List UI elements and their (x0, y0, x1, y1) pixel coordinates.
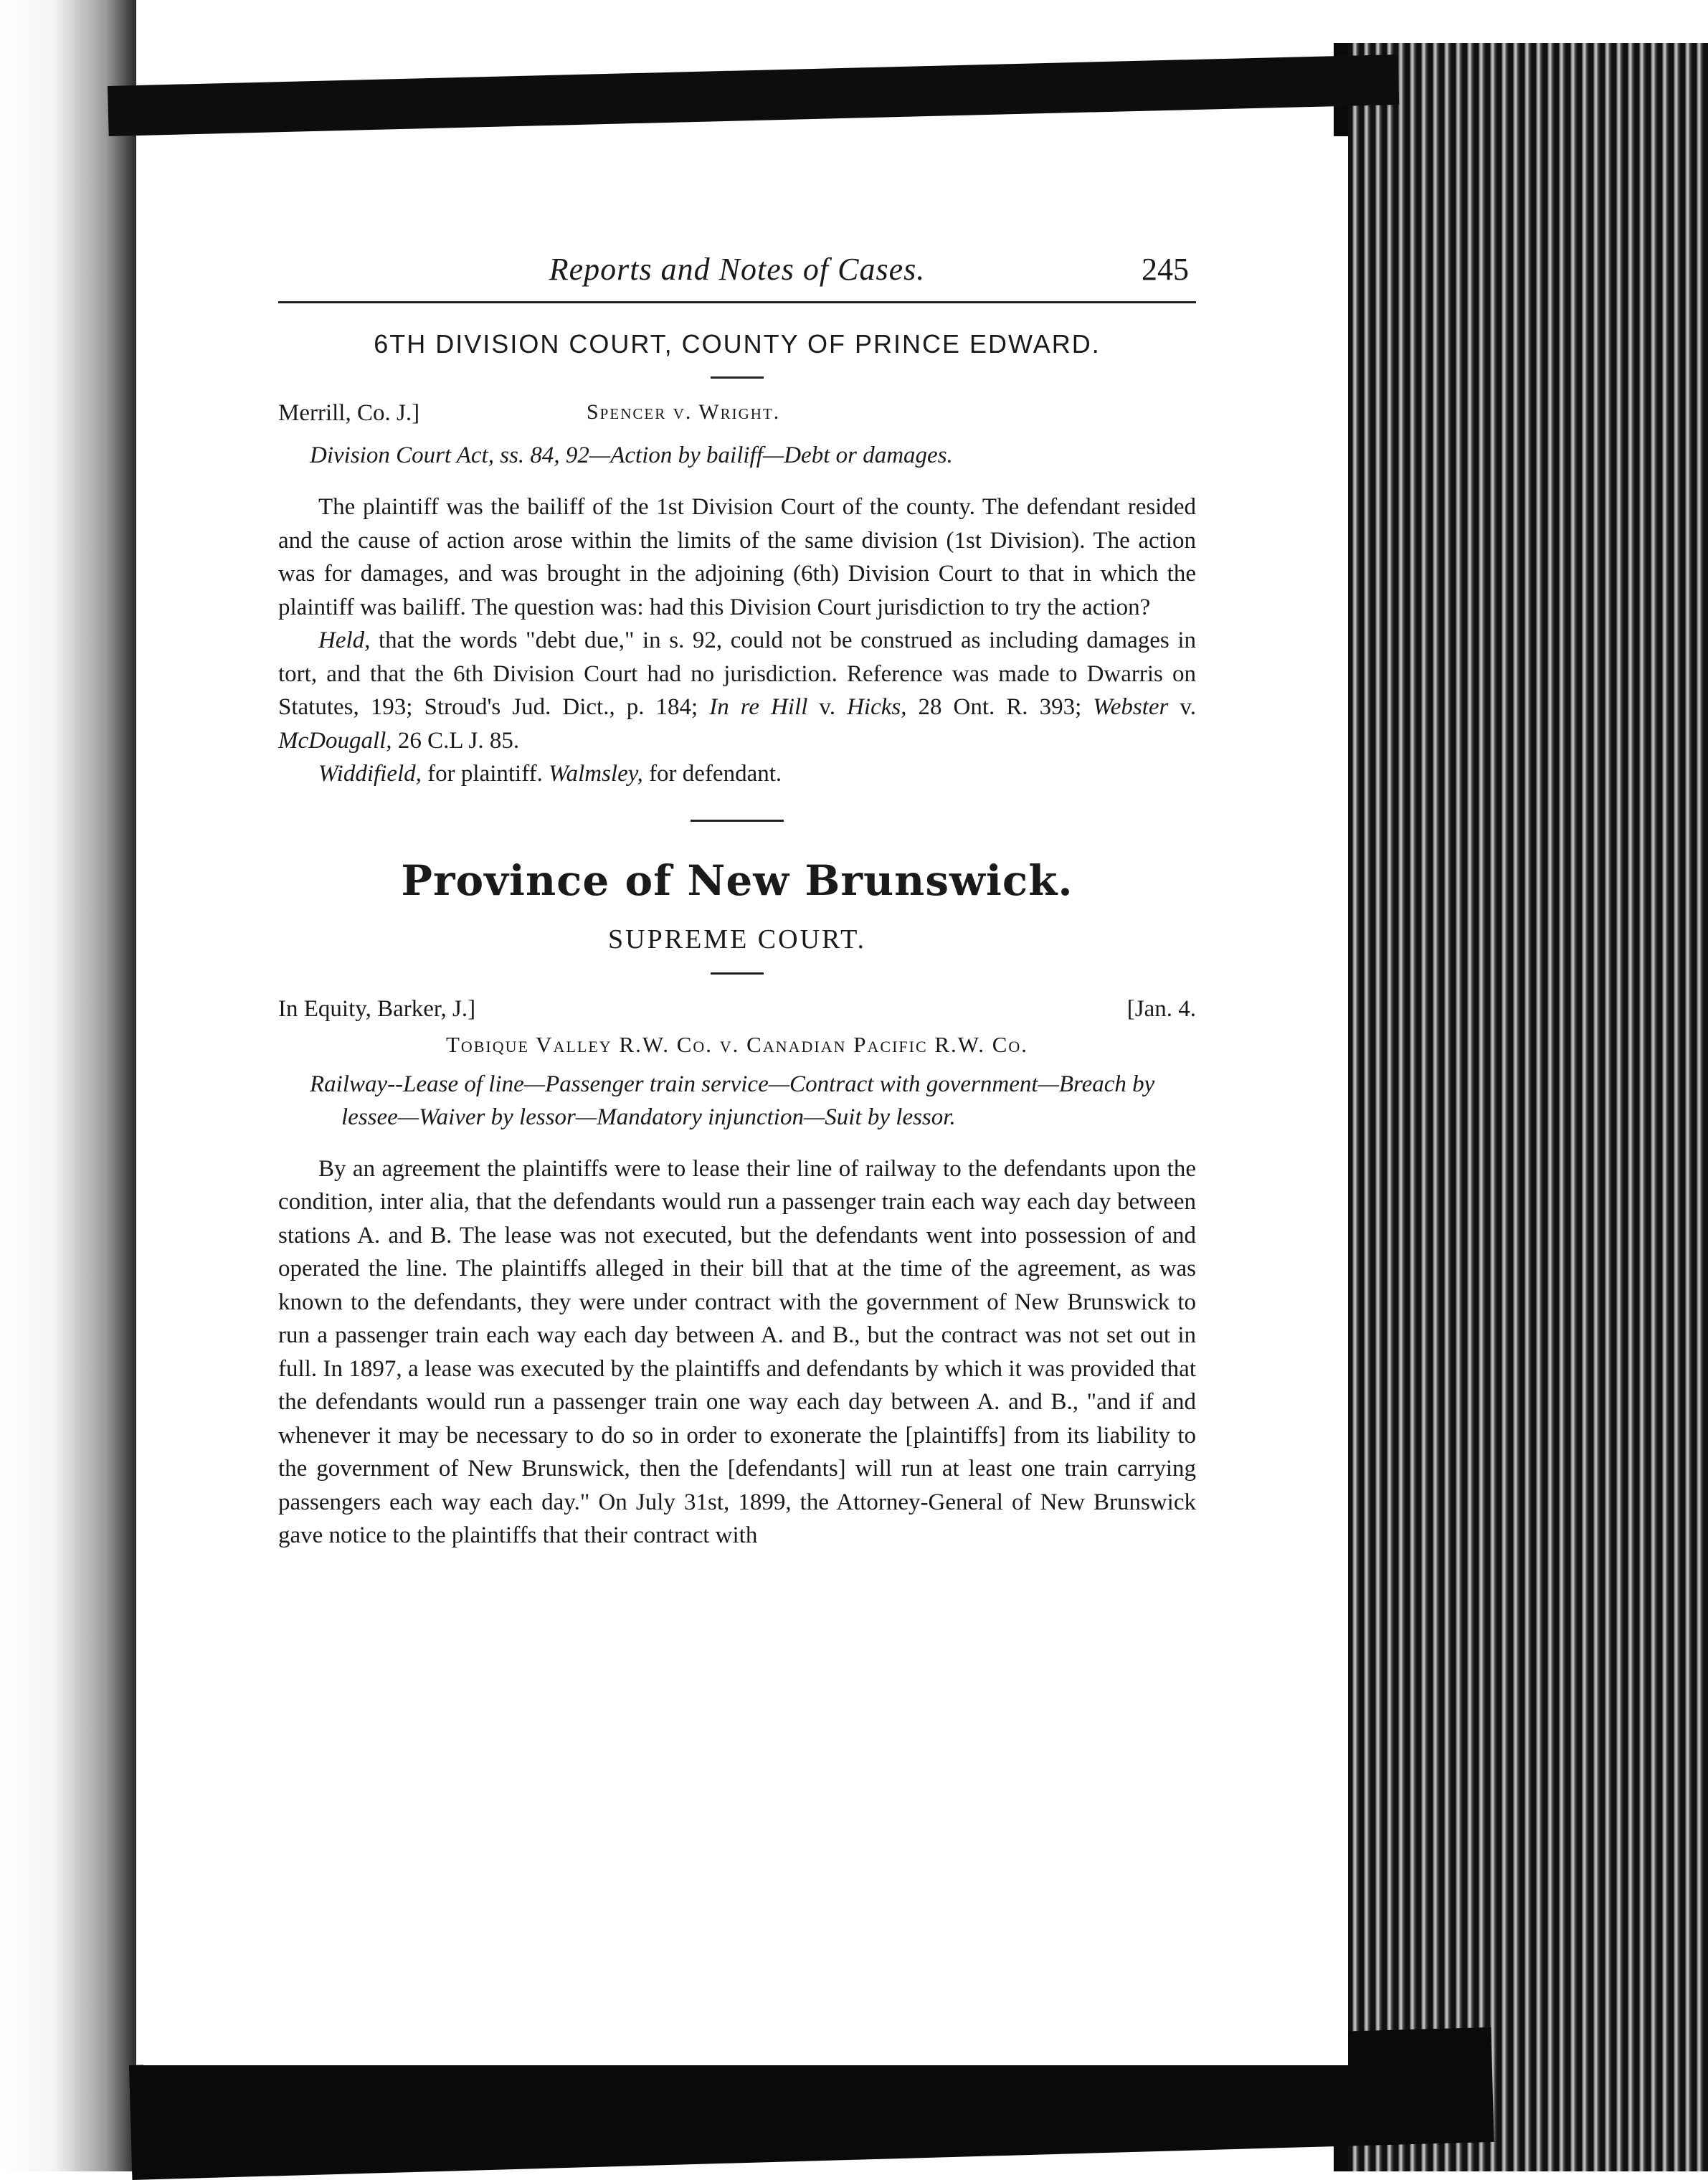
scan-top-border (108, 54, 1399, 136)
citation-mcdougall: McDougall, (278, 727, 392, 754)
case-headnote-2: Railway--Lease of line—Passenger train service—Contract with government—Breach by lessee—Waiver by lessor—Mandatory injunction—Suit by lessor. (310, 1071, 1155, 1130)
counsel-plaintiff-role: for plaintiff. (421, 761, 549, 787)
page-number: 245 (1142, 252, 1189, 287)
case-headnote: Division Court Act, ss. 84, 92—Action by bailiff—Debt or damages. (310, 442, 953, 468)
citation-hill: In re Hill (709, 694, 808, 720)
citation-end: 26 C.L J. 85. (392, 727, 520, 754)
counsel-defendant-role: for defendant. (642, 761, 782, 787)
scan-left-margin (0, 0, 136, 2171)
book-page-edges (1348, 43, 1708, 2171)
held-text: that the words "debt due," in s. 92, could not be construed as including damages in tort, and that the 6th Division Court had no jurisdiction. Reference was made to Dwarris on Statutes, 193; Stroud's Jud. Dict., p. 184; (278, 627, 1196, 720)
section-divider (691, 820, 784, 822)
page-content (278, 251, 1196, 1553)
judge-name-2: In Equity, Barker, J.] (278, 995, 476, 1022)
paragraph-counsel (278, 757, 1196, 791)
paragraph-facts: The plaintiff was the bailiff of the 1st Division Court of the county. The defendant resided and the cause of action arose within the limits of the same division (1st Division). The action was for damages, and was brought in the adjoining (6th) Division Court to that in which the plaintiff was bailiff. The question was: had this Division Court jurisdiction to try the action? (278, 494, 1196, 620)
book-page (143, 136, 1348, 2065)
held-word: Held, (318, 627, 371, 653)
running-title: Reports and Notes of Cases. (549, 252, 926, 287)
citation-webster: Webster (1093, 694, 1169, 720)
paragraph-held (278, 624, 1196, 757)
counsel-defendant: Walmsley, (549, 761, 643, 787)
divider-rule (711, 376, 764, 379)
judge-name: Merrill, Co. J.] (278, 400, 420, 426)
case-parties: Spencer v. Wright. (587, 400, 781, 424)
case-line-spencer (278, 400, 1196, 433)
citation-v2: v. (1168, 694, 1197, 720)
paragraph-agreement: By an agreement the plaintiffs were to lease their line of railway to the defendants upon the condition, inter alia, that the defendants would run a passenger train each way each day between stations A. and B. The lease was not executed, but the defendants went into possession of and operated the line. The plaintiffs alleged in their bill that at the time of the agreement, as was known to the defendants, they were under contract with the government of New Brunswick to run a passenger train each way each day between A. and B., but the contract was not set out in full. In 1897, a lease was executed by the plaintiffs and defendants by which it was provided that the defendants would run a passenger train one way each day between A. and B., "and if and whenever it may be necessary to do so in order to exonerate the [plaintiffs] from its liability to the government of New Brunswick, then the [defendants] will run at least one train carrying passengers each way each day." On July 31st, 1899, the Attorney-General of New Brunswick gave notice to the plaintiffs that their contract with (278, 1155, 1196, 1548)
counsel-plaintiff: Widdifield, (318, 761, 422, 787)
court-heading-supreme: SUPREME COURT. (608, 924, 866, 954)
province-heading: Province of New Brunswick. (401, 856, 1073, 905)
running-head (278, 251, 1196, 303)
citation-v: v. (807, 694, 848, 720)
divider-rule-2 (711, 972, 764, 975)
case-line-tobique (278, 996, 1196, 1029)
citation-hicks: Hicks, (847, 694, 907, 720)
case-date: [Jan. 4. (1126, 995, 1196, 1022)
court-heading-division: 6TH DIVISION COURT, COUNTY OF PRINCE EDWARD. (374, 329, 1101, 359)
citation-reporter: 28 Ont. R. 393; (906, 694, 1093, 720)
case-parties-2: Tobique Valley R.W. Co. v. Canadian Pacific R.W. Co. (445, 1031, 1029, 1057)
